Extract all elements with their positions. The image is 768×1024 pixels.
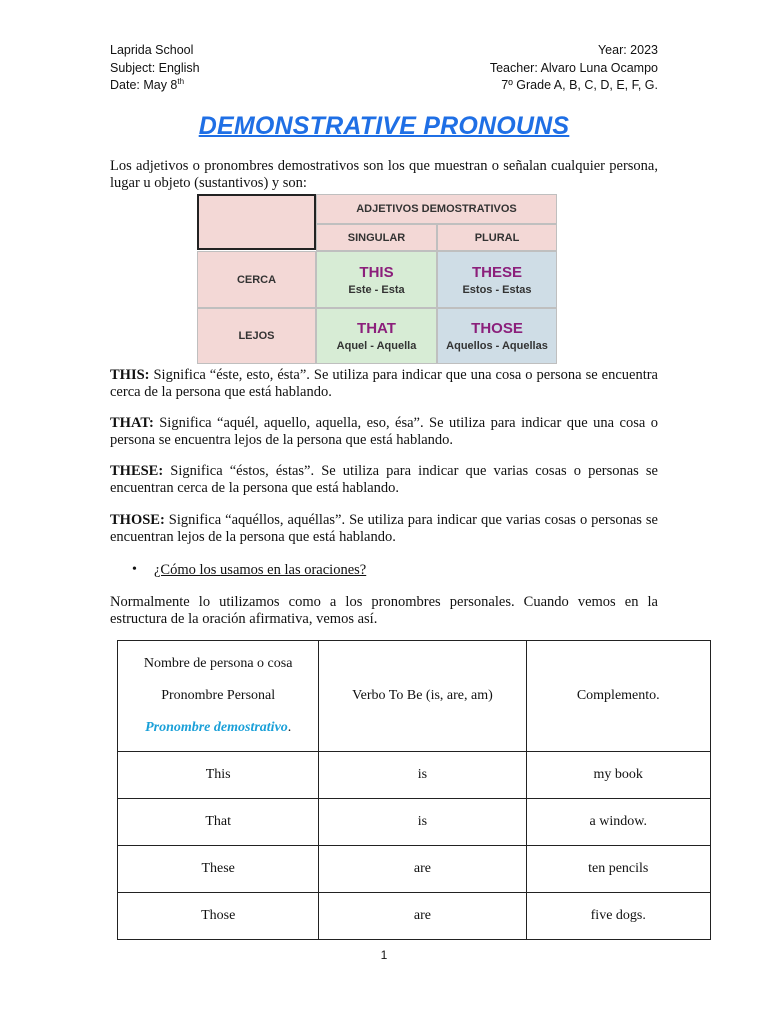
- table-header-row: [118, 641, 711, 752]
- header-complement: Complemento.: [526, 641, 711, 752]
- cell-complement: five dogs.: [526, 893, 711, 940]
- this-cell: THIS Este - Esta: [316, 251, 437, 308]
- cell-subject: Those: [118, 893, 319, 940]
- those-cell: THOSE Aquellos - Aquellas: [437, 308, 557, 364]
- cell-subject: This: [118, 752, 319, 799]
- definition-these: THESE: Significa “éstos, éstas”. Se utiliza para indicar que varias cosas o personas se encuentran cerca de la persona que está hablando.: [110, 463, 658, 496]
- cell-complement: a window.: [526, 799, 711, 846]
- cell-verb: are: [319, 893, 526, 940]
- page-title: DEMONSTRATIVE PRONOUNS: [198, 112, 570, 140]
- cell-verb: is: [319, 799, 526, 846]
- corner-cell: [197, 194, 316, 250]
- header-right: [490, 42, 658, 95]
- table-row: [118, 799, 711, 846]
- school-name: Laprida School: [110, 43, 194, 57]
- adjetivos-header: ADJETIVOS DEMOSTRATIVOS: [316, 194, 557, 224]
- cell-subject: That: [118, 799, 319, 846]
- cerca-label: CERCA: [197, 251, 316, 308]
- header-verb: Verbo To Be (is, are, am): [319, 641, 526, 752]
- intro-paragraph: Los adjetivos o pronombres demostrativos son los que muestran o señalan cualquier persona, lugar u objeto (sustantivos) y son:: [110, 158, 658, 191]
- subject: Subject: English: [110, 60, 200, 75]
- date: Date: May 8th: [110, 76, 185, 92]
- cell-complement: ten pencils: [526, 846, 711, 893]
- year: Year: 2023: [597, 43, 658, 57]
- grade: 7º Grade A, B, C, D, E, F, G.: [501, 78, 658, 92]
- sentence-structure-table: [117, 640, 711, 940]
- plural-header: PLURAL: [437, 224, 557, 251]
- cell-subject: These: [118, 846, 319, 893]
- lejos-label: LEJOS: [197, 308, 316, 364]
- page-number: 1: [380, 948, 388, 962]
- header-subject: Nombre de persona o cosa Pronombre Personal Pronombre demostrativo.: [118, 641, 319, 752]
- singular-header: SINGULAR: [316, 224, 437, 251]
- header-left: [110, 42, 200, 95]
- bullet-icon: •: [132, 562, 137, 577]
- table-row: [118, 752, 711, 799]
- cell-verb: are: [319, 846, 526, 893]
- cell-verb: is: [319, 752, 526, 799]
- bullet-heading: ¿Cómo los usamos en las oraciones?: [154, 562, 367, 578]
- that-cell: THAT Aquel - Aquella: [316, 308, 437, 364]
- table-row: [118, 893, 711, 940]
- definition-those: THOSE: Significa “aquéllos, aquéllas”. Se utiliza para indicar que varias cosas o personas se encuentran lejos de la persona que está hablando.: [110, 512, 658, 545]
- definition-that: THAT: Significa “aquél, aquello, aquella, eso, ésa”. Se utiliza para indicar que una cosa o persona se encuentra lejos de la persona que está hablando.: [110, 415, 658, 448]
- table-row: [118, 846, 711, 893]
- definition-this: THIS: Significa “éste, esto, ésta”. Se utiliza para indicar que una cosa o persona se encuentra cerca de la persona que está hablando.: [110, 367, 658, 400]
- these-cell: THESE Estos - Estas: [437, 251, 557, 308]
- demonstratives-chart: [197, 194, 557, 364]
- usage-paragraph: Normalmente lo utilizamos como a los pronombres personales. Cuando vemos en la estructura de la oración afirmativa, vemos así.: [110, 594, 658, 627]
- cell-complement: my book: [526, 752, 711, 799]
- teacher: Teacher: Alvaro Luna Ocampo: [489, 60, 658, 75]
